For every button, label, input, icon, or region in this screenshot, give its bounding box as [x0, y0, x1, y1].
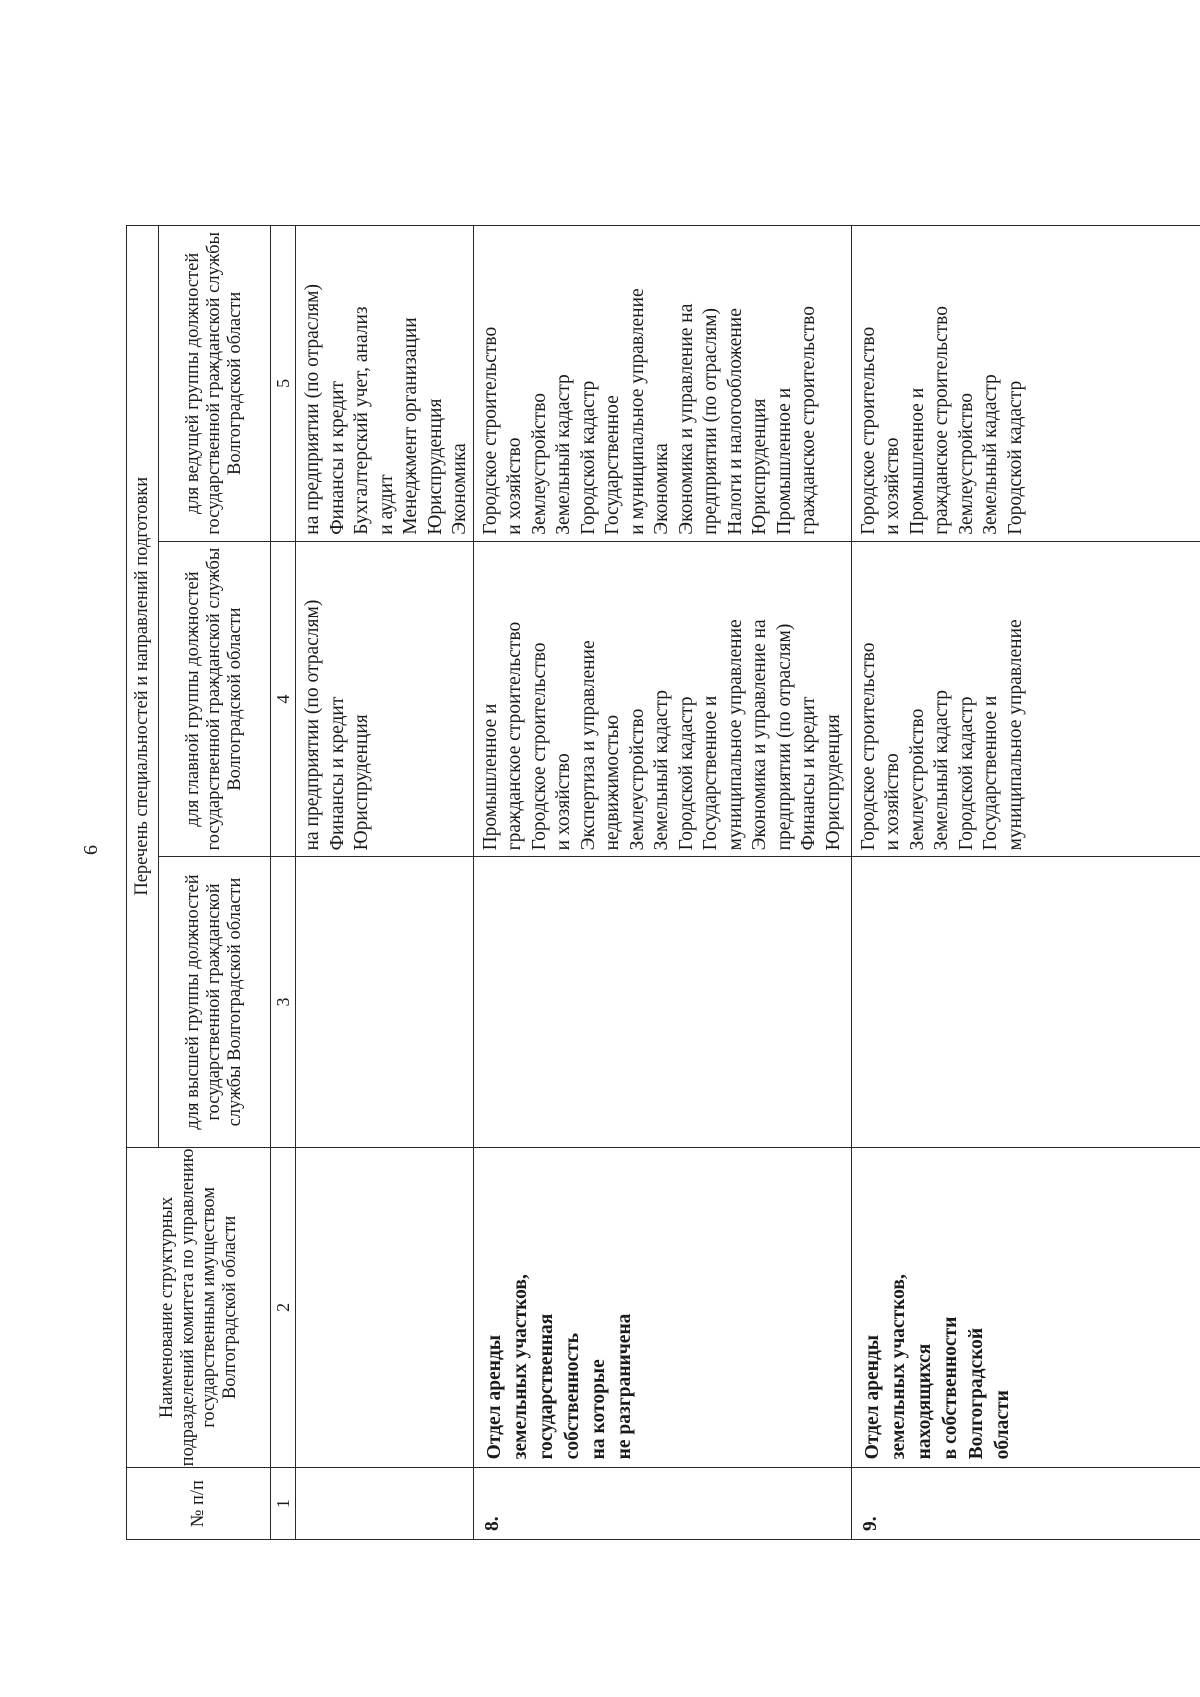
name-line: в собственности: [939, 1316, 961, 1460]
specialty-item: Налоги и налогообложение: [724, 308, 746, 535]
main-group-header: для главной группы должностей государственной гражданской службы Волгоградской области: [159, 541, 271, 857]
page-number: 6: [80, 845, 102, 855]
column-index: 4: [271, 541, 296, 857]
name-line: находящихся: [913, 1343, 935, 1460]
subdivision-name: [296, 1147, 474, 1468]
name-column-header: Наименование структурных подразделений комитета по управлению государственным имуществом Волгоградской области: [127, 1147, 271, 1468]
name-line: Волгоградской: [965, 1327, 987, 1460]
specialty-item: Городской кадастр: [955, 696, 977, 851]
subdivision-name: [851, 1147, 1200, 1468]
specialty-item: и аудит: [375, 474, 397, 535]
specialty-item: Городской кадастр: [1004, 380, 1026, 535]
specialty-item: Финансы и кредит: [326, 380, 348, 535]
table-row: [473, 226, 851, 1540]
specialty-item: и хозяйство: [553, 753, 574, 851]
specialty-item: Финансы и кредит: [798, 696, 819, 851]
specialty-item: муниципальное управление: [724, 619, 746, 851]
specialty-item: Экономика и управление на: [675, 303, 697, 535]
specialty-item: Государственное и: [980, 695, 1001, 851]
specialty-item: Экспертиза и управление: [577, 640, 599, 851]
name-line: государственная: [535, 1313, 557, 1460]
specialty-item: и муниципальное управление: [626, 288, 648, 535]
specialty-item: Землеустройство: [626, 708, 648, 851]
column-index: 2: [271, 1147, 296, 1468]
specialty-item: Промышленное и: [906, 387, 928, 535]
specialty-item: гражданское строительство: [798, 306, 819, 535]
specialty-item: Юриспруденция: [822, 714, 844, 851]
specialty-item: Государственное и: [700, 695, 721, 851]
specialty-item: и хозяйство: [504, 437, 525, 535]
leading-group-specialties: [296, 226, 474, 542]
specialty-item: Землеустройство: [906, 708, 928, 851]
name-line: земельных участков,: [509, 1274, 531, 1460]
specialty-item: гражданское строительство: [504, 621, 525, 851]
name-line: на которые: [587, 1359, 609, 1460]
row-number: [296, 1468, 474, 1540]
name-line: собственность: [561, 1332, 583, 1460]
specialty-item: Земельный кадастр: [553, 374, 574, 535]
specialty-item: Землеустройство: [955, 392, 977, 535]
specialty-item: муниципальное управление: [1004, 619, 1026, 851]
rotated-table-container: [126, 225, 1200, 1540]
table-row: [851, 226, 1200, 1540]
specialty-item: предприятии (по отраслям): [773, 623, 795, 851]
row-number: 9.: [851, 1468, 1200, 1540]
name-line: земельных участков,: [887, 1274, 909, 1460]
table-row: [296, 226, 474, 1540]
specialty-item: на предприятии (по отраслям): [302, 599, 323, 851]
specialty-item: Бухгалтерский учет, анализ: [351, 306, 372, 535]
name-line: области: [991, 1390, 1013, 1460]
name-line: Отдел аренды: [861, 1334, 883, 1460]
specialty-item: недвижимостью: [602, 714, 623, 851]
specialty-item: Финансы и кредит: [326, 696, 348, 851]
column-index: 5: [271, 226, 296, 542]
specialty-item: Экономика: [651, 443, 672, 535]
specialty-item: Юриспруденция: [424, 398, 446, 535]
main-group-specialties: [296, 541, 474, 857]
subdivision-name: [473, 1147, 851, 1468]
specialty-item: Промышленное и: [479, 703, 501, 851]
specialty-item: Экономика и управление на: [749, 619, 770, 851]
specialty-item: Земельный кадастр: [980, 374, 1001, 535]
specialty-item: Промышленное и: [773, 387, 795, 535]
leading-group-specialties: [473, 226, 851, 542]
specialty-item: гражданское строительство: [931, 306, 952, 535]
specialty-item: Юриспруденция: [351, 714, 372, 851]
highest-group-header: для высшей группы должностей государственной гражданской службы Волгоградской области: [159, 857, 271, 1147]
highest-group-specialties: [851, 857, 1200, 1147]
specialty-item: предприятии (по отраслям): [700, 307, 721, 535]
specialty-item: Городской кадастр: [577, 380, 599, 535]
highest-group-specialties: [473, 857, 851, 1147]
num-column-header: № п/п: [127, 1468, 271, 1540]
specialty-item: и хозяйство: [882, 753, 903, 851]
specialty-item: и хозяйство: [882, 437, 903, 535]
specialties-table: [126, 225, 1200, 1540]
specialty-item: Юриспруденция: [749, 398, 770, 535]
specialty-item: Государственное: [602, 395, 623, 535]
column-index: 3: [271, 857, 296, 1147]
specialty-item: Земельный кадастр: [931, 689, 952, 851]
name-line: Отдел аренды: [483, 1334, 505, 1460]
specialty-item: Землеустройство: [528, 392, 550, 535]
specialty-item: Экономика: [449, 443, 470, 535]
specialty-item: Менеджмент организации: [400, 317, 421, 535]
column-index: 1: [271, 1468, 296, 1540]
main-group-specialties: [473, 541, 851, 857]
leading-group-specialties: [851, 226, 1200, 542]
specialty-item: Земельный кадастр: [651, 689, 672, 851]
specialty-item: Городское строительство: [479, 326, 501, 535]
name-line: не разграничена: [613, 1313, 635, 1460]
specialty-item: Городское строительство: [528, 642, 550, 851]
specialties-group-header: Перечень специальностей и направлений подготовки: [127, 226, 159, 1148]
row-number: 8.: [473, 1468, 851, 1540]
specialty-item: на предприятии (по отраслям): [302, 284, 323, 535]
leading-group-header: для ведущей группы должностей государственной гражданской службы Волгоградской области: [159, 226, 271, 542]
specialty-item: Городской кадастр: [675, 696, 697, 851]
specialty-item: Городское строительство: [857, 326, 879, 535]
specialty-item: Городское строительство: [857, 642, 879, 851]
main-group-specialties: [851, 541, 1200, 857]
highest-group-specialties: [296, 857, 474, 1147]
